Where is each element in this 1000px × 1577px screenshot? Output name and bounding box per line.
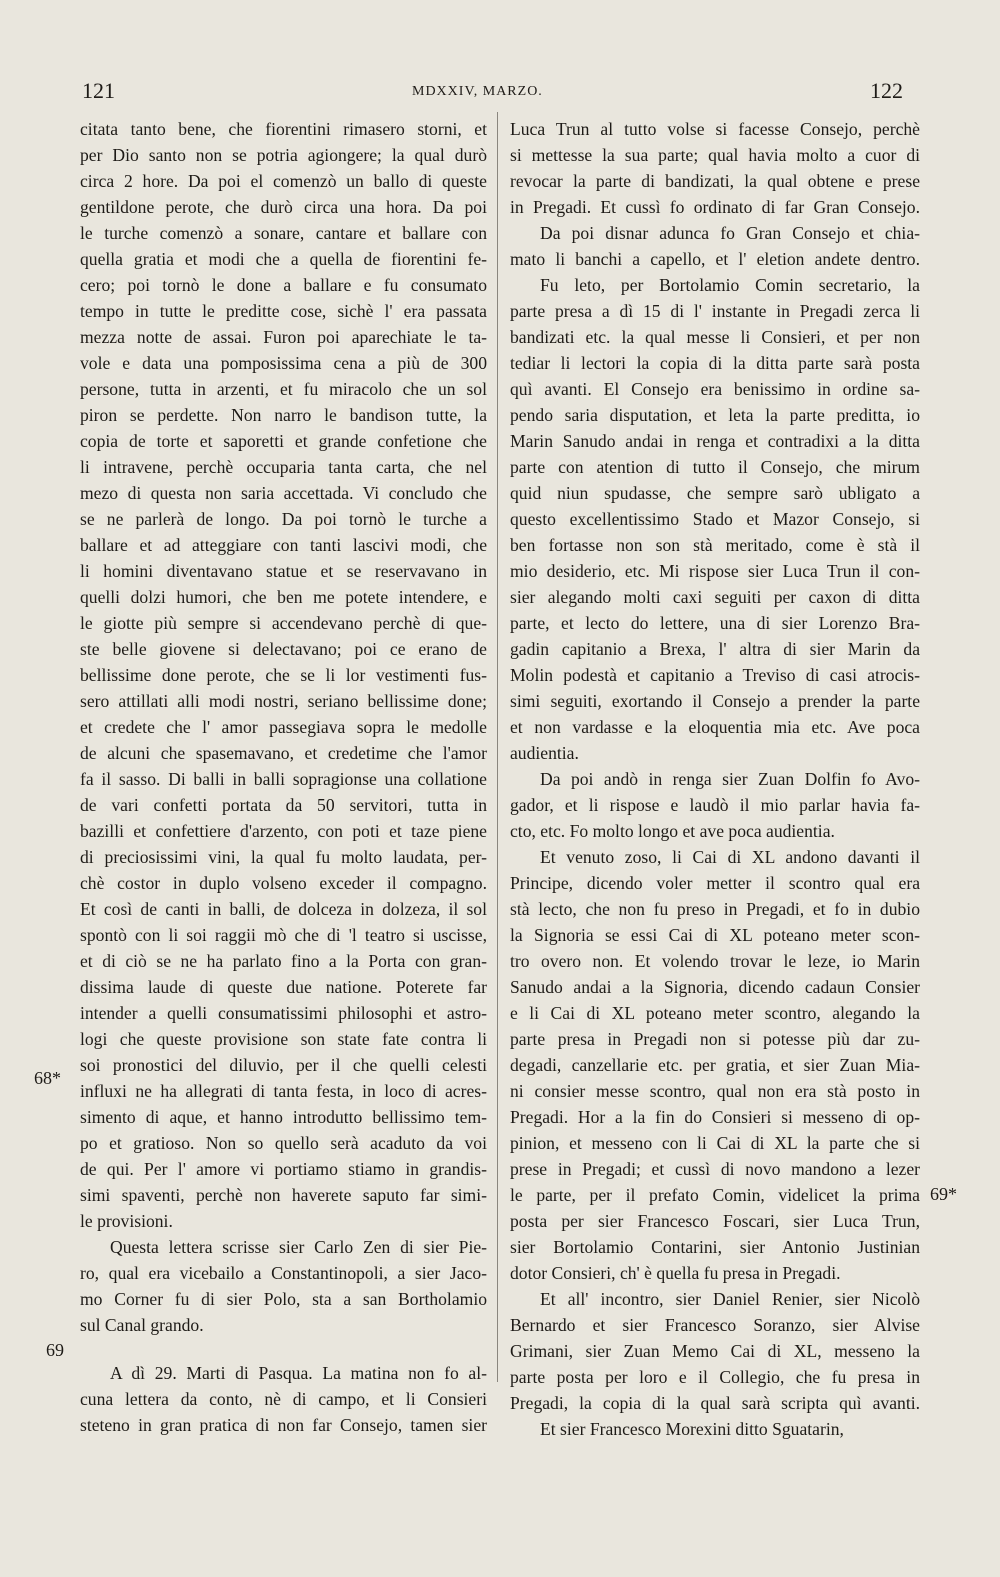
text-line: Marin Sanudo andai in renga et contradixi a la ditta [510,431,920,451]
text-line: mato li banchi a capello, et l' eletion andete dentro. [510,249,920,269]
text-line: ballare et ad atteggiare con tanti lascivi modi, che [80,535,487,555]
text-line: dissima laude di queste due natione. Poterete far [80,977,487,997]
text-line: Pregadi. Hor a la fin do Consieri si messeno di op- [510,1107,920,1127]
text-line: bandizati etc. la qual messe li Consieri, et per non [510,327,920,347]
text-line: simi spaventi, perchè non haverete saputo far simi- [80,1185,487,1205]
text-line: Bernardo et sier Francesco Soranzo, sier Alvise [510,1315,920,1335]
text-line: parte con atention di tutto il Consejo, che mirum [510,457,920,477]
text-line: posta per sier Francesco Foscari, sier Luca Trun, [510,1211,920,1231]
text-line: gentildone perote, che durò circa una hora. Da poi [80,197,487,217]
text-line: pinion, et messeno con li Cai di XL la parte che si [510,1133,920,1153]
left-column [80,116,487,1438]
text-line: Questa lettera scrisse sier Carlo Zen di sier Pie- [110,1237,487,1257]
text-line: Luca Trun al tutto volse si facesse Consejo, perchè [510,119,920,139]
text-line: parte presa in Pregadi non si potesse più dar zu- [510,1029,920,1049]
text-line: soi pronostici del diluvio, per il che quelli celesti [80,1055,487,1075]
text-line: ste belle giovene si delectavano; poi ce erano de [80,639,487,659]
text-line: copia de torte et saporetti et grande confetione che [80,431,487,451]
page-header [0,72,1000,102]
text-line: simi seguiti, exortando il Consejo a prender la parte [510,691,920,711]
text-line: Fu leto, per Bortolamio Comin secretario, la [540,275,920,295]
text-line: influxi ne ha allegrati di tanta festa, in loco di acres- [80,1081,487,1101]
text-line: mo Corner fu di sier Polo, sta a san Bortholamio [80,1289,487,1309]
text-line: Et venuto zoso, li Cai di XL andono davanti il [540,847,920,867]
text-line: tediar li lectori la copia di la ditta parte sarà posta [510,353,920,373]
text-line: di preciosissimi vini, la qual fu molto laudata, per- [80,847,487,867]
text-line: intender a quelli consumatissimi philosophi et astro- [80,1003,487,1023]
text-line: se ne parlerà de longo. Da poi tornò le turche a [80,509,487,529]
text-line: sier Bortolamio Contarini, sier Antonio Justinian [510,1237,920,1257]
text-line: quella gratia et modi che a quella de fiorentini fe- [80,249,487,269]
text-line: sul Canal grando. [80,1315,204,1335]
text-line: Grimani, sier Zuan Memo Cai di XL, messeno la [510,1341,920,1361]
text-line: citata tanto bene, che fiorentini rimasero storni, et [80,119,487,139]
text-line: gador, et li rispose e laudò il mio parlar havia fa- [510,795,920,815]
text-line: circa 2 hore. Da poi el comenzò un ballo di queste [80,171,487,191]
text-line: de qui. Per l' amore vi portiamo stiamo in grandis- [80,1159,487,1179]
text-line: persone, tutta in arzenti, et fu miracolo che un sol [80,379,487,399]
text-line: si mettesse la sua parte; qual havia molto a cuor di [510,145,920,165]
text-line: li homini diventavano statue et se reservavano in [80,561,487,581]
text-line: ni consier messe scontro, qual non era stà posto in [510,1081,920,1101]
text-line: de alcuni che spasemavano, et credetime che l'amor [80,743,487,763]
text-line: bellissime done perote, che se li lor vestimenti fus- [80,665,487,685]
text-line: quì avanti. El Consejo era benissimo in ordine sa- [510,379,920,399]
text-line: et non vardasse e la eloquentia mia etc. Ave poca [510,717,920,737]
text-line: in Pregadi. Et cussì fo ordinato di far Gran Consejo. [510,197,920,217]
text-line: logi che queste provisione son state fate contra li [80,1029,487,1049]
text-line: Da poi disnar adunca fo Gran Consejo et chia- [540,223,920,243]
text-line: spontò con li soi raggii mò che di 'l teatro si uscisse, [80,925,487,945]
text-line: dotor Consieri, ch' è quella fu presa in Pregadi. [510,1263,841,1283]
text-line: quelli dolzi humori, che ben me potete intendere, e [80,587,487,607]
text-line: ro, qual era vicebailo a Constantinopoli, a sier Jaco- [80,1263,487,1283]
margin-number: 69* [930,1184,957,1204]
text-line: piron se perdette. Non narro le bandison tutte, la [80,405,487,425]
text-line: prese in Pregadi; et cussì di novo mandono a lezer [510,1159,920,1179]
text-line: mio desiderio, etc. Mi rispose sier Luca Trun il con- [510,561,920,581]
text-line: tro overo non. Et volendo trovar le leze, io Marin [510,951,920,971]
text-line: Sanudo andai a la Signoria, dicendo cadaun Consier [510,977,920,997]
text-line: gadin capitanio a Brexa, l' altra di sier Marin da [510,639,920,659]
text-line: Pregadi, la copia di la qual sarà scripta quì avanti. [510,1393,920,1413]
paragraph-gap [80,1338,487,1360]
page-number-right: 122 [870,78,903,103]
text-line: steteno in gran pratica di non far Consejo, tamen sier [80,1415,487,1435]
text-line: Da poi andò in renga sier Zuan Dolfin fo Avo- [540,769,920,789]
text-line: cto, etc. Fo molto longo et ave poca audientia. [510,821,835,841]
text-line: li intravene, perchè occuparia tanta carta, che nel [80,457,487,477]
text-line: cero; poi tornò le done a ballare e fu consumato [80,275,487,295]
running-head: MDXXIV, MARZO. [412,84,543,99]
text-line: audientia. [510,743,579,763]
text-line: parte presa a dì 15 di l' instante in Pregadi zerca li [510,301,920,321]
text-line: A dì 29. Marti di Pasqua. La matina non fo al- [110,1363,487,1383]
text-line: revocar la parte di bandizati, la qual obtene e prese [510,171,920,191]
text-line: per Dio santo non se potria agiongere; la qual durò [80,145,487,165]
text-line: mezza notte de assai. Furon poi aparechiate le ta- [80,327,487,347]
text-line: Et così de canti in balli, de dolceza in dolzeza, il sol [80,899,487,919]
column-divider [497,112,498,1382]
text-line: le parte, per il prefato Comin, videlicet la prima [510,1185,920,1205]
text-line: de vari confetti portata da 50 servitori, tutta in [80,795,487,815]
text-line: po et gratioso. Non so quello serà acaduto da voi [80,1133,487,1153]
text-line: ben fortasse non son stà meritado, come è stà il [510,535,920,555]
text-line: parte, et lecto do lettere, una di sier Lorenzo Bra- [510,613,920,633]
text-line: le turche comenzò a sonare, cantare et ballare con [80,223,487,243]
text-line: la Signoria se essi Cai di XL poteano meter scon- [510,925,920,945]
text-line: e li Cai di XL poteano meter scontro, alegando la [510,1003,920,1023]
margin-number: 68* [34,1068,61,1088]
text-line: parte posta per loro e il Collegio, che fu presa in [510,1367,920,1387]
right-column [510,116,920,1442]
text-line: stà lecto, che non fu preso in Pregadi, et fo in dubio [510,899,920,919]
text-line: mezo di questa non saria accettada. Vi concludo che [80,483,487,503]
text-line: sero attillati alli modi nostri, seriano bellissime done; [80,691,487,711]
text-line: quid niun spudasse, che sempre sarò ubligato a [510,483,920,503]
text-line: fa il sasso. Di balli in balli sopragionse una collatione [80,769,487,789]
text-line: le provisioni. [80,1211,173,1231]
margin-number: 69 [46,1340,64,1360]
text-line: et di ciò se ne ha parlato fino a la Porta con gran- [80,951,487,971]
text-line: bazilli et confettiere d'arzento, con poti et taze piene [80,821,487,841]
text-line: Principe, dicendo voler metter il scontro qual era [510,873,920,893]
text-line: questo excellentissimo Stado et Mazor Consejo, si [510,509,920,529]
text-line: tempo in tutte le preditte cose, sichè l' era passata [80,301,487,321]
text-line: chè costor in duplo volseno exceder il compagno. [80,873,487,893]
text-line: Et sier Francesco Morexini ditto Sguatarin, [540,1419,844,1439]
text-line: Molin podestà et capitanio a Treviso di casi atrocis- [510,665,920,685]
text-line: vole e data una pomposissima cena a più de 300 [80,353,487,373]
text-line: cuna lettera da conto, nè di campo, et li Consieri [80,1389,487,1409]
text-line: degadi, canzellarie etc. per gratia, et sier Zuan Mia- [510,1055,920,1075]
page-number-left: 121 [82,78,115,103]
text-line: sier alegando molti caxi seguiti per caxon di ditta [510,587,920,607]
text-line: et credete che l' amor passegiava sopra le medolle [80,717,487,737]
text-line: simento di aque, et hanno introdutto bellissimo tem- [80,1107,487,1127]
text-line: Et all' incontro, sier Daniel Renier, sier Nicolò [540,1289,920,1309]
text-line: pendo saria disputation, et leta la parte preditta, io [510,405,920,425]
text-line: le giotte più sempre si accendevano perchè di que- [80,613,487,633]
